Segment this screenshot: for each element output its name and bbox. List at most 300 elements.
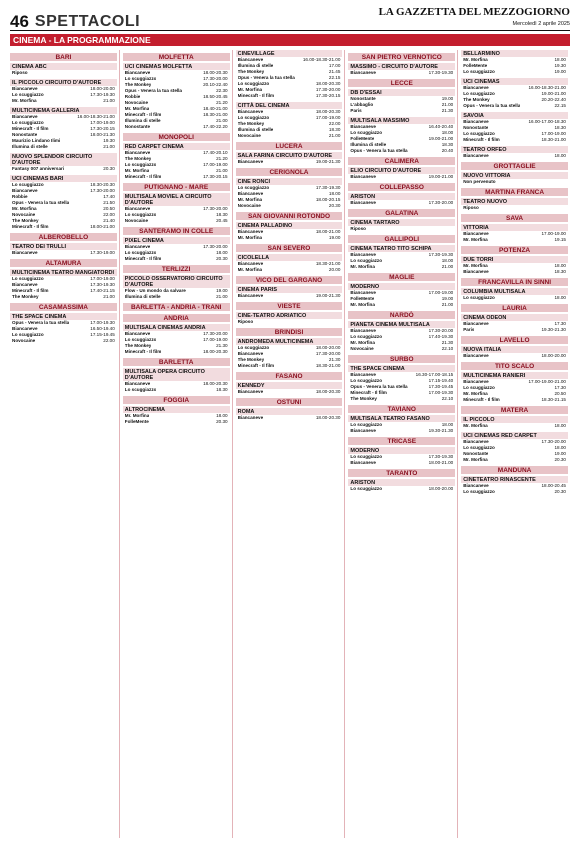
city-header: GALLIPOLI [348,235,455,243]
city-header: CASAMASSIMA [10,303,117,311]
showtime-row [348,70,455,76]
cinema-name: THE SPACE CINEMA [10,313,117,320]
showtimes: 19.30 [103,138,115,143]
cinema-listing [348,283,455,308]
showtimes: 21.00 [441,102,454,107]
showtimes: 22.15 [328,75,341,80]
city-header: BRINDISI [236,328,343,336]
showtimes: 17.00-19.00 [90,120,115,125]
film-title: Novocaine [124,218,149,223]
showtime-row [461,489,568,495]
cinema-name: NUOVO SPLENDOR CIRCUITO D'AUTORE [10,153,117,166]
showtimes: 17.30-19.00 [90,250,115,255]
film-title: FolleMente [350,136,375,141]
film-title: Mr. Morfina [350,340,375,345]
cinema-name: UCI CINEMAS [461,78,568,85]
showtimes: 18.00-20.00 [315,345,341,350]
cinema-listing [461,78,568,109]
film-title: Lo scuggiazzo [463,69,495,74]
film-title: Biancaneve [237,389,264,394]
cinema-name: UCI CINEMAS MOLFETTA [123,63,230,70]
film-title: Lo scuggiazzo [237,81,270,86]
film-title: Mr. Morfina [124,106,150,111]
cinema-listing [123,143,230,180]
showtime-row [348,302,455,308]
section-banner: CINEMA - LA PROGRAMMAZIONE [10,34,570,46]
film-title: Minecraft - Il film [237,93,275,98]
cinema-listing [348,167,455,180]
film-title: Biancaneve [12,282,38,287]
cinema-name: PIXEL CINEMA [123,237,230,244]
showtimes: 18.30-21.00 [315,363,341,368]
showtimes: 21.50 [103,200,115,205]
cinema-listing [348,63,455,76]
film-title: Mr. Morfina [463,237,488,242]
film-title: Riposo [463,205,479,210]
showtimes: 18.30 [216,387,228,392]
film-title: Lo scuggiazzo [237,115,270,120]
showtimes: 17.30-20.00 [203,206,228,211]
cinema-name: MULTISALA MASSIMO [348,117,455,124]
showtimes: 17.30 [554,385,566,390]
listing-column [348,50,458,838]
showtime-row [123,349,230,355]
film-title: Riposo [12,70,28,75]
showtimes: 22.00 [328,121,341,126]
cinema-name: TEATRO NUOVO [461,198,568,205]
showtimes: 18.00 [441,258,454,263]
cinema-name: CINETEATRO RINASCENTE [461,476,568,483]
cinema-listing [123,63,230,130]
showtimes: 20.00 [328,267,341,272]
cinema-name: CITTÀ DEL CINEMA [236,102,343,109]
showtimes: 20.30 [554,457,566,462]
showtimes: 16.00-18.30-21.00 [77,114,115,119]
film-title: Novocaine [350,346,374,351]
film-title: Mr. Morfina [463,423,488,428]
showtimes: 18.30-20.30 [90,182,115,187]
showtime-row [10,250,117,256]
film-title: Lo scuggiazzo [350,130,383,135]
city-header: LAURIA [461,304,568,312]
showtimes: 17.30-20.15 [90,126,115,131]
page-number: 46 [10,12,29,31]
city-header: BARLETTA [123,358,230,366]
cinema-listing [461,372,568,403]
film-title: L'abbaglio [350,102,374,107]
film-title: The Monkey [124,343,152,348]
showtimes: 19.00 [441,96,454,101]
showtimes: 21.30 [441,108,454,113]
showtimes: 19.00 [328,235,341,240]
showtimes: 19.00 [216,288,228,293]
film-title: Minecraft - Il film [124,174,162,179]
showtimes: 20.30 [554,489,566,494]
showtimes: 17.30-19.30 [428,70,454,75]
showtimes: 17.40-21.15 [90,288,115,293]
showtimes: 17.15-19.45 [90,332,115,337]
film-title: Biancaneve [237,415,264,420]
film-title: The Monkey [124,156,152,161]
showtime-row [348,486,455,492]
city-header: TERLIZZI [123,265,230,273]
film-title: Mr. Morfina [12,98,37,103]
film-title: Biancaneve [350,290,376,295]
listing-columns [10,50,570,838]
showtime-row [123,174,230,180]
showtimes: 18.30 [216,212,228,217]
film-title: Nonostante [463,125,489,130]
showtimes: 21.00 [216,294,228,299]
film-title: Biancaneve [237,229,264,234]
showtimes: 17.00-19.00 [203,337,228,342]
film-title: Biancaneve [350,70,376,75]
film-title: Riposo [350,226,366,231]
film-title: Mr. Morfina [463,391,488,396]
showtimes: 19.00-21.30 [315,159,341,164]
cinema-name: COLUMBIA MULTISALA [461,288,568,295]
film-title: Biancaneve [463,353,489,358]
showtimes: 17.30-19.30 [90,282,115,287]
film-title: The Monkey [124,82,152,87]
showtimes: 17.40-19.30 [428,334,454,339]
film-title: Minecraft - Il film [463,397,500,402]
showtime-row [10,144,117,150]
cinema-listing [123,324,230,355]
cinema-listing [461,198,568,211]
film-title: Lo scuggiazzo [350,378,383,383]
showtimes: 17.00-19.00 [203,162,228,167]
film-title: Biancaneve [237,191,264,196]
showtimes: 17.00-19.00 [90,276,115,281]
showtimes: 19.00-21.00 [428,136,454,141]
city-header: CERIGNOLA [236,168,343,176]
cinema-listing [10,107,117,150]
showtimes: 20.30 [216,256,228,261]
film-title: Lo scuggiazzo [350,334,383,339]
showtimes: 21.20 [216,100,228,105]
cinema-name: BELLARMINO [461,50,568,57]
cinema-listing [348,219,455,232]
film-title: Minecraft - Il film [463,137,500,142]
cinema-name: UCI CINEMAS RED CARPET [461,432,568,439]
film-title: Biancaneve [124,381,151,386]
cinema-name: MODERNO [348,447,455,454]
film-title: Biancaneve [12,114,38,119]
film-title: Lo scuggiazzo [463,385,495,390]
film-title: Nonostante [124,124,151,129]
showtimes: 17.30-20.00 [315,351,341,356]
showtimes: 18.00 [441,422,454,427]
showtimes: 18.00-21.00 [90,224,115,229]
showtimes: 17.40-20.10 [203,150,228,155]
cinema-name: TEATRO ORFEO [461,146,568,153]
showtimes: 17.00-19.00 [541,131,566,136]
cinema-name: PICCOLO OSSERVATORIO CIRCUITO D'AUTORE [123,275,230,288]
showtimes: 17.30-19.30 [428,454,454,459]
showtimes: 22.10 [441,396,454,401]
city-header: SAVA [461,214,568,222]
cinema-listing [236,382,343,395]
showtimes: 20.30 [103,166,115,171]
showtimes: 22.00 [103,212,115,217]
city-header: MAGLIE [348,273,455,281]
film-title: Lo scuggiazzo [124,337,157,342]
cinema-listing [461,432,568,463]
showtimes: 21.00 [216,168,228,173]
showtimes: 17.30-20.15 [315,93,341,98]
showtimes: 18.00 [554,445,566,450]
showtimes: 18.00-20.30 [203,349,228,354]
film-title: Opus - Venera la tua stella [463,103,521,108]
showtimes: 17.00-19.00 [428,290,454,295]
cinema-listing [236,254,343,273]
film-title: Nonostante [350,96,376,101]
showtimes: 18.30-21.00 [203,112,228,117]
showtimes: 18.30 [328,127,341,132]
cinema-listing [10,63,117,76]
city-header: GROTTAGLIE [461,162,568,170]
showtime-row [10,294,117,300]
film-title: Biancaneve [463,119,489,124]
film-title: The Monkey [237,121,265,126]
cinema-name: ANDROMEDA MULTICINEMA [236,338,343,345]
showtimes: 19.00 [554,451,566,456]
film-title: Biancaneve [124,150,151,155]
showtimes: 17.30-20.00 [541,439,566,444]
cinema-name: CINEMA TARTARO [348,219,455,226]
showtimes: 20.10-22.40 [203,82,228,87]
city-header: ANDRIA [123,314,230,322]
film-title: Mr. Morfina [124,168,150,173]
showtimes: 18.00-21.00 [315,229,341,234]
cinema-listing [236,102,343,139]
cinema-name: SALA FARINA CIRCUITO D'AUTORE [236,152,343,159]
city-header: MANDUNA [461,466,568,474]
film-title: Mr. Morfina [237,267,263,272]
film-title: Lo scuggiazzo [237,345,270,350]
showtimes: 17.30-20.00 [203,244,228,249]
film-title: Riposo [237,319,254,324]
showtimes: 16.00-18.30-21.00 [302,57,341,62]
film-title: Illumina di stelle [12,144,48,149]
showtimes: 18.00-20.00 [428,486,454,491]
showtimes: 21.30 [216,343,228,348]
showtime-row [348,428,455,434]
showtimes: 22.15 [554,103,566,108]
showtimes: 18.30 [554,125,566,130]
showtimes: 17.00-19.00 [315,115,341,120]
showtimes: 21.00 [441,264,454,269]
film-title: Novocaine [12,338,36,343]
film-title: Mr. Morfina [463,263,488,268]
cinema-name: MULTISALA OPERA CIRCUITO D'AUTORE [123,368,230,381]
film-title: Lo scuggiazzo [237,185,270,190]
showtime-row [236,93,343,99]
showtimes: 19.30 [554,63,566,68]
showtimes: 19.00 [554,69,566,74]
showtimes: 17.30-19.30 [428,252,454,257]
showtimes: 19.15 [554,237,566,242]
cinema-name: CINE RONCI [236,178,343,185]
film-title: Biancaneve [12,188,38,193]
showtimes: 22.30 [216,88,228,93]
cinema-name: KENNEDY [236,382,343,389]
film-title: Biancaneve [463,379,489,384]
showtimes: 17.00-19.00 [541,231,566,236]
showtimes: 17.30-19.45 [428,384,454,389]
film-title: Biancaneve [350,124,376,129]
cinema-listing [461,476,568,495]
showtime-row [236,235,343,241]
showtime-row [348,108,455,114]
cinema-listing [123,368,230,393]
showtimes: 17.30-20.00 [315,87,341,92]
city-header: VICO DEL GARGANO [236,276,343,284]
showtime-row [236,415,343,421]
cinema-name: IL PICCOLO CIRCUITO D'AUTORE [10,79,117,86]
showtime-row [348,148,455,154]
showtime-row [348,226,455,232]
showtimes: 20.30 [216,419,228,424]
showtimes: 21.00 [103,144,115,149]
showtime-row [10,98,117,104]
masthead [10,8,570,31]
film-title: Lo scuggiazzo [350,486,383,491]
cinema-listing [10,243,117,256]
film-title: Lo scuggiazzo [124,162,157,167]
film-title: Biancaneve [350,200,376,205]
cinema-name: UCI CINEMAS BARI [10,175,117,182]
showtimes: 17.00-19.00-21.00 [528,379,566,384]
city-header: COLLEPASSO [348,183,455,191]
film-title: Novocaine [237,203,261,208]
showtime-row [123,124,230,130]
showtimes: 16.50-19.40 [90,326,115,331]
cinema-name: DUE TORRI [461,256,568,263]
showtime-row [123,294,230,300]
city-header: BARI [10,53,117,61]
showtimes: 17.30-19.30 [90,92,115,97]
cinema-name: MULTISALA MOVIEL A CIRCUITO D'AUTORE [123,193,230,206]
film-title: Mr. Morfina [237,197,263,202]
film-title: Lo scuggiazzo [12,92,44,97]
showtime-row [123,218,230,224]
film-title: FolleMente [124,419,149,424]
showtime-row [236,133,343,139]
film-title: Mr. Morfina [12,206,37,211]
film-title: Nonostante [12,132,38,137]
cinema-name: IL PICCOLO [461,416,568,423]
film-title: Biancaneve [124,244,151,249]
showtimes: 19.00 [441,296,454,301]
showtime-row [123,256,230,262]
cinema-name: DB D'ESSAI [348,89,455,96]
film-title: Fantasy 007 anniversari [12,166,65,171]
listing-column [236,50,346,838]
showtimes: 18.00-20.00 [90,86,115,91]
cinema-listing [461,314,568,333]
showtime-row [236,319,343,325]
film-title: Lo scuggiazzo [12,276,44,281]
film-title: Mr. Morfina [463,57,488,62]
city-header: FOGGIA [123,396,230,404]
film-title: Biancaneve [350,460,376,465]
city-header: SAN GIOVANNI ROTONDO [236,212,343,220]
cinema-name: MODERNO [348,283,455,290]
cinema-name: ARISTON [348,193,455,200]
showtime-row [461,397,568,403]
showtime-row [348,346,455,352]
film-title: Novocaine [124,100,149,105]
showtimes: 18.30 [554,269,566,274]
city-header: POTENZA [461,246,568,254]
city-header: BARLETTA - ANDRIA - TRANI [123,303,230,311]
showtime-row [10,338,117,344]
showtime-row [10,166,117,172]
cinema-listing [10,153,117,172]
film-title: The Monkey [12,294,39,299]
cinema-listing [348,415,455,434]
film-title: Biancaneve [350,252,376,257]
city-header: MATERA [461,406,568,414]
film-title: Opus - Venera la tua stella [12,320,70,325]
city-header: LUCERA [236,142,343,150]
city-header: TRICASE [348,437,455,445]
cinema-name: ROMA [236,408,343,415]
cinema-listing [236,152,343,165]
showtimes: 18.30 [441,142,454,147]
cinema-name: VITTORIA [461,224,568,231]
showtime-row [348,264,455,270]
film-title: Novocaine [12,212,36,217]
showtimes: 18.00-20.30 [315,415,341,420]
listing-column [461,50,570,838]
showtime-row [461,269,568,275]
showtimes: 18.00-20.30 [315,81,341,86]
showtimes: 17.40-22.20 [203,124,228,129]
showtimes: 21.20 [216,156,228,161]
film-title: Lo scuggiazzo [12,120,44,125]
showtimes: 20.50 [103,206,115,211]
showtimes: 18.00 [554,295,566,300]
film-title: Lo scuggiazzo [350,422,383,427]
film-title: Biancaneve [237,261,264,266]
film-title: Biancaneve [463,483,489,488]
film-title: The Monkey [350,396,377,401]
city-header: MARTINA FRANCA [461,188,568,196]
showtime-row [10,70,117,76]
city-header: ALTAMURA [10,259,117,267]
cinema-name: TEATRO DEI TRULLI [10,243,117,250]
showtime-row [461,327,568,333]
film-title: Biancaneve [124,206,151,211]
film-title: Nonostante [463,451,489,456]
film-title: Minecraft - Il film [12,126,49,131]
showtime-row [461,295,568,301]
cinema-name: CINEMA ODEON [461,314,568,321]
showtime-row [123,419,230,425]
showtimes: 18.00 [216,250,228,255]
showtimes: 17.40 [103,194,115,199]
film-title: Illumina di stelle [237,63,274,68]
film-title: Mr. Morfina [350,302,375,307]
cinema-name: SAVOIA [461,112,568,119]
showtimes: 21.40 [103,218,115,223]
city-header: TITO SCALO [461,362,568,370]
showtimes: 18.00 [441,130,454,135]
film-title: Lo scuggiazzo [124,250,157,255]
